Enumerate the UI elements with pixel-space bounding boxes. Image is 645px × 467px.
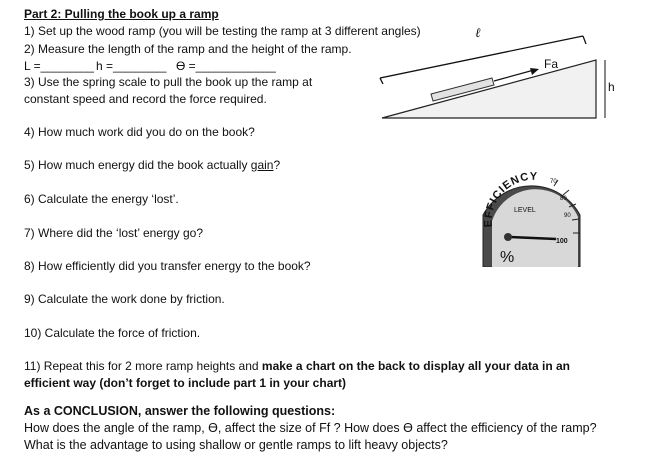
length-label: ℓ bbox=[475, 26, 481, 40]
gauge-tick-80: 80 bbox=[560, 196, 567, 202]
conclusion-question-2: What is the advantage to using shallow or gentle ramps to lift heavy objects? bbox=[24, 438, 448, 452]
step-2: 2) Measure the length of the ramp and the height of the ramp. bbox=[24, 42, 352, 56]
question-11-line-2: efficient way (don’t forget to include part 1 in your chart) bbox=[24, 376, 347, 390]
question-10: 10) Calculate the force of friction. bbox=[24, 326, 201, 340]
force-label: Fa bbox=[544, 57, 559, 71]
question-6: 6) Calculate the energy ‘lost’. bbox=[24, 192, 179, 206]
ramp-triangle bbox=[382, 60, 596, 118]
gauge-tick-100: 100 bbox=[556, 238, 568, 245]
efficiency-gauge-image bbox=[470, 155, 585, 267]
step-1: 1) Set up the wood ramp (you will be testing the ramp at 3 different angles) bbox=[24, 24, 421, 38]
gauge-tick-90: 90 bbox=[564, 213, 571, 219]
measure-height: h =________ bbox=[96, 59, 167, 73]
step-3-line-2: constant speed and record the force required. bbox=[24, 92, 267, 106]
question-4: 4) How much work did you do on the book? bbox=[24, 125, 255, 139]
conclusion-heading: As a CONCLUSION, answer the following questions: bbox=[24, 404, 336, 418]
gauge-subword: LEVEL bbox=[514, 207, 536, 214]
gauge-percent-sign: % bbox=[500, 249, 515, 266]
question-5: 5) How much energy did the book actually gain? bbox=[24, 158, 281, 172]
measure-length: L =________ bbox=[24, 59, 94, 73]
gauge-word: EFFICIENCY bbox=[482, 170, 539, 228]
ramp-diagram bbox=[374, 26, 624, 126]
question-8: 8) How efficiently did you transfer energy to the book? bbox=[24, 259, 311, 273]
conclusion-question-1: How does the angle of the ramp, ϴ, affect the size of Ff ? How does ϴ affect the efficiency of the ramp? bbox=[24, 421, 597, 435]
measure-angle: ϴ =____________ bbox=[176, 59, 276, 73]
question-11-line-1: 11) Repeat this for 2 more ramp heights and make a chart on the back to display all your data in an bbox=[24, 359, 570, 373]
gauge-tick-70: 70 bbox=[550, 179, 557, 185]
question-9: 9) Calculate the work done by friction. bbox=[24, 292, 225, 306]
question-7: 7) Where did the ‘lost’ energy go? bbox=[24, 226, 203, 240]
part2-heading: Part 2: Pulling the book up a ramp bbox=[24, 7, 219, 21]
height-label: h bbox=[608, 80, 615, 94]
step-3-line-1: 3) Use the spring scale to pull the book up the ramp at bbox=[24, 75, 313, 89]
